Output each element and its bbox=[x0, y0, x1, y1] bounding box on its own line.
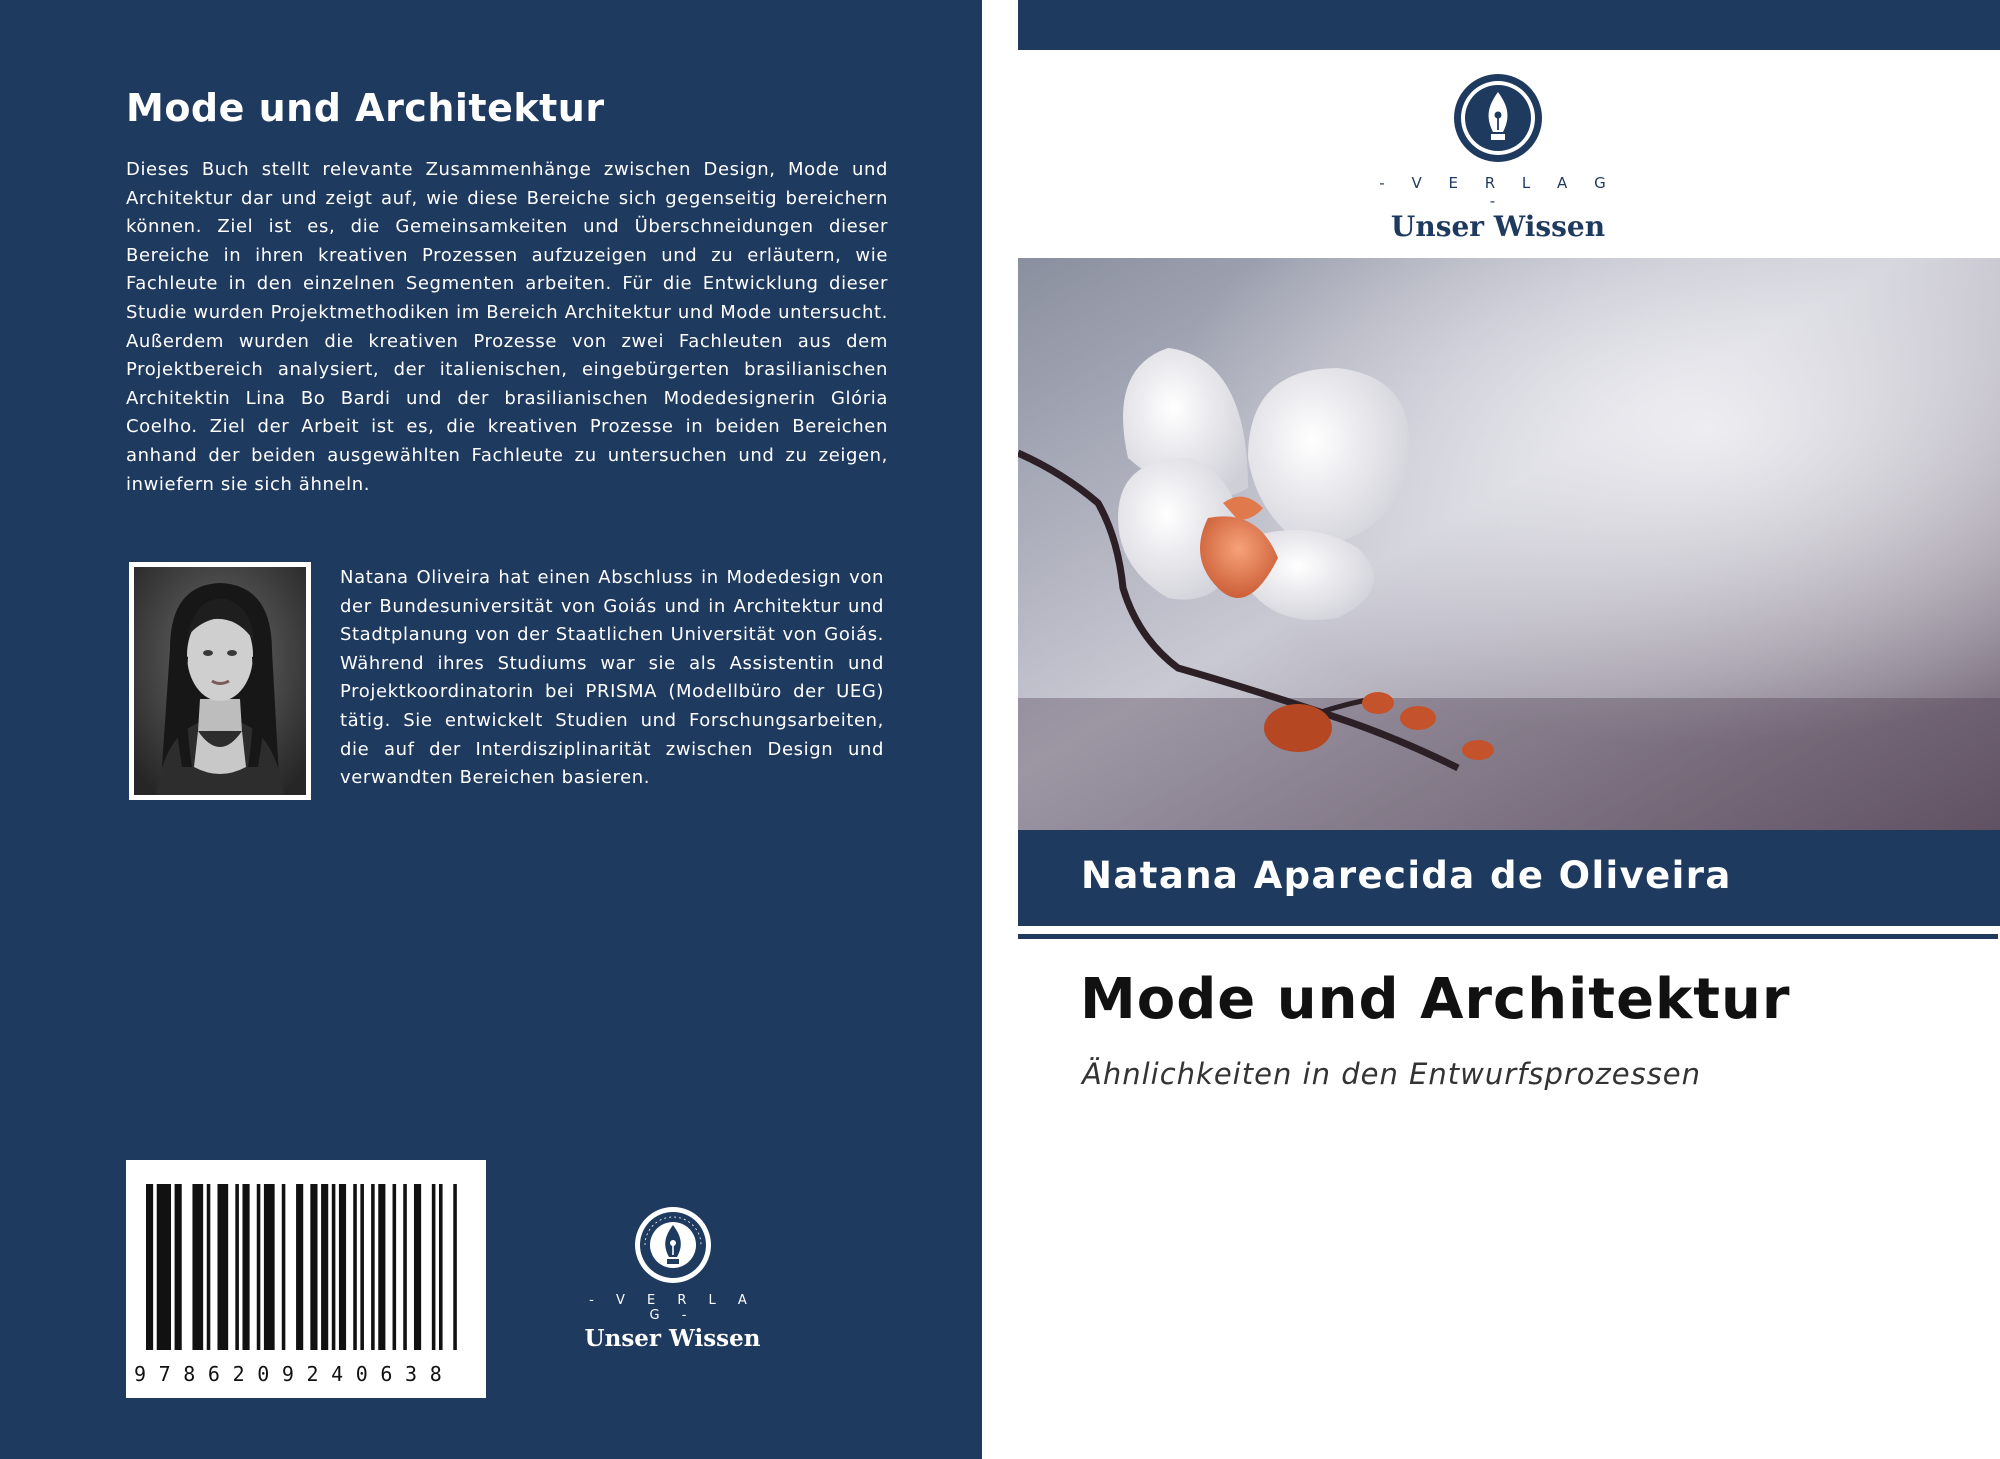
isbn-barcode bbox=[126, 1160, 486, 1398]
barcode-bar bbox=[321, 1184, 328, 1350]
barcode-bar bbox=[332, 1184, 336, 1350]
barcode-bar bbox=[353, 1184, 357, 1350]
barcode-bar bbox=[310, 1184, 317, 1350]
divider-line bbox=[1018, 934, 1998, 939]
barcode-bar bbox=[296, 1184, 303, 1350]
barcode-bar bbox=[439, 1184, 443, 1350]
barcode-bar bbox=[403, 1184, 407, 1350]
orchid-cover-image bbox=[1018, 258, 2000, 830]
barcode-bar bbox=[264, 1184, 275, 1350]
front-cover-subtitle: Ähnlichkeiten in den Entwurfsprozessen bbox=[1082, 1057, 1702, 1091]
barcode-bar bbox=[371, 1184, 375, 1350]
front-cover-title: Mode und Architektur bbox=[1080, 967, 1791, 1032]
book-blurb: Dieses Buch stellt relevante Zusammenhänge zwischen Design, Mode und Architektur dar und zeigt auf, wie diese Bereiche sich gegenseitig bereichern können. Ziel ist es, die Gemeinsamkeiten und Überschneidungen dieser Bereiche in ihren kreativen Prozessen aufzuzeigen und zu erläutern, wie Fachleute in den einzelnen Segmenten arbeiten. Für die Entwicklung dieser Studie wurden Projektmethodiken im Bereich Architektur und Mode untersucht. Außerdem wurden die kreativen Prozesse von zwei Fachleuten aus dem Projektbereich analysiert, der italienischen, eingebürgerten brasilianischen Architektin Lina Bo Bardi und der brasilianischen Modedesignerin Glória Coelho. Ziel der Arbeit ist es, die kreativen Prozesse in beiden Bereichen anhand der beiden ausgewählten Fachleute zu untersuchen und zu zeigen, inwiefern sie sich ähneln. bbox=[126, 159, 888, 495]
back-publisher-logo bbox=[580, 1205, 765, 1352]
front-top-bar bbox=[1018, 0, 2000, 50]
barcode-bar bbox=[146, 1184, 153, 1350]
isbn-number: 9786209240638 bbox=[134, 1362, 455, 1386]
publisher-verlag-label: - V E R L A G - bbox=[589, 1293, 756, 1323]
author-name: Natana Aparecida de Oliveira bbox=[1081, 854, 1732, 897]
back-cover bbox=[0, 0, 982, 1459]
barcode-bar bbox=[175, 1184, 182, 1350]
barcode-bar bbox=[378, 1184, 385, 1350]
author-photo bbox=[129, 562, 311, 800]
author-band bbox=[1018, 830, 2000, 926]
barcode-bar bbox=[339, 1184, 346, 1350]
barcode-bar bbox=[257, 1184, 261, 1350]
barcode-bar bbox=[192, 1184, 203, 1350]
publisher-seal-icon bbox=[633, 1205, 713, 1285]
barcode-bar bbox=[217, 1184, 228, 1350]
publisher-seal-icon bbox=[1452, 72, 1544, 164]
author-bio: Natana Oliveira hat einen Abschluss in Modedesign von der Bundesuniversität von Goiás und in Architektur und Stadtplanung von der Staatlichen Universität von Goiás. Während ihres Studiums war sie als Assistentin und Projektkoordinatorin bei PRISMA (Modellbüro der UEG) tätig. Sie entwickelt Studien und Forschungsarbeiten, die auf der Interdisziplinarität zwischen Design und verwandten Bereichen basieren. bbox=[340, 567, 884, 789]
barcode-bar bbox=[235, 1184, 239, 1350]
barcode-bar bbox=[242, 1184, 249, 1350]
barcode-bar bbox=[393, 1184, 397, 1350]
publisher-name: Unser Wissen bbox=[1390, 210, 1606, 243]
publisher-name: Unser Wissen bbox=[584, 1325, 761, 1352]
barcode-bar bbox=[414, 1184, 421, 1350]
barcode-bar bbox=[282, 1184, 286, 1350]
barcode-bar bbox=[360, 1184, 364, 1350]
barcode-bars bbox=[146, 1184, 466, 1350]
publisher-verlag-label: - V E R L A G - bbox=[1379, 174, 1617, 210]
barcode-bar bbox=[157, 1184, 171, 1350]
barcode-bar bbox=[453, 1184, 457, 1350]
front-publisher-logo bbox=[1368, 72, 1628, 243]
barcode-bar bbox=[207, 1184, 211, 1350]
back-cover-title: Mode und Architektur bbox=[126, 86, 605, 130]
barcode-bar bbox=[432, 1184, 436, 1350]
